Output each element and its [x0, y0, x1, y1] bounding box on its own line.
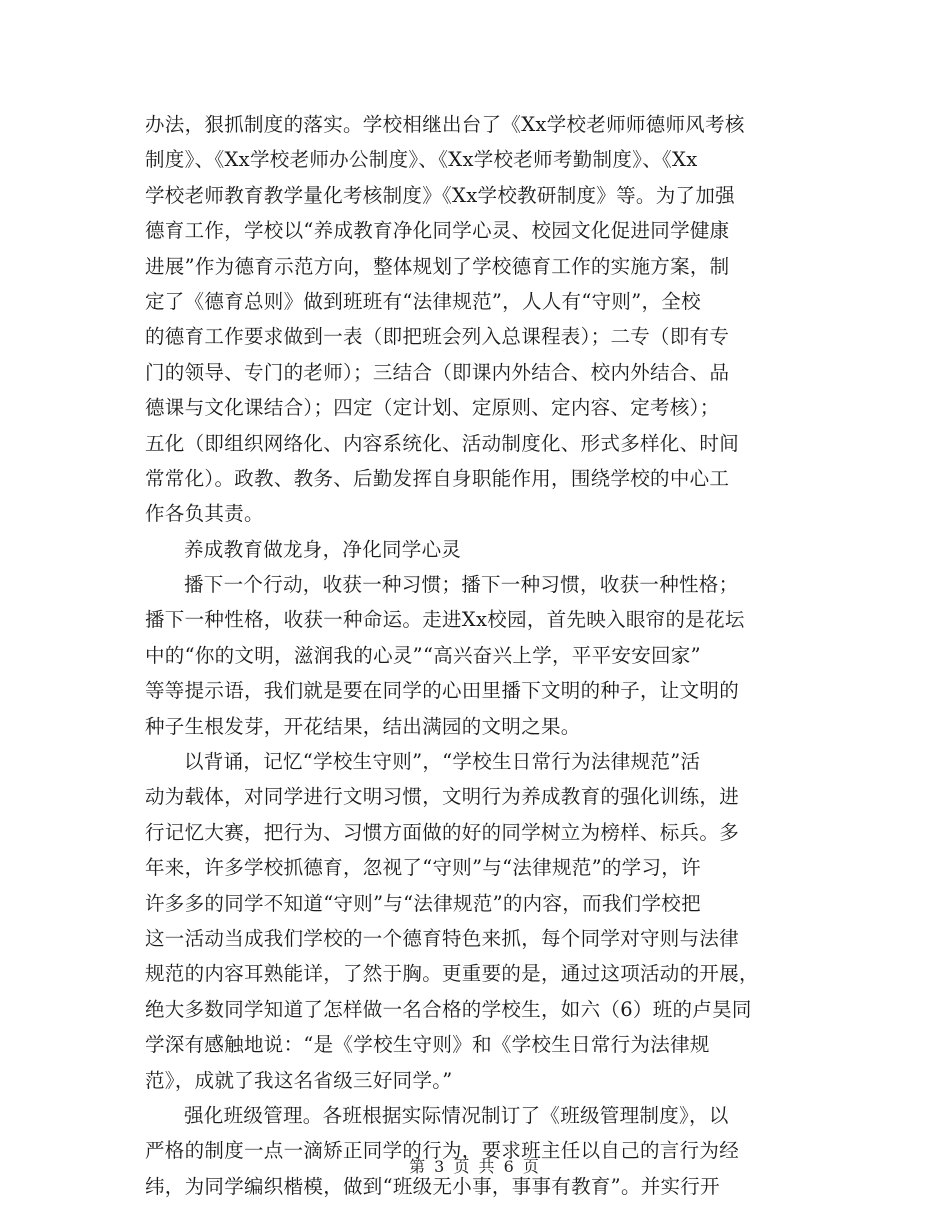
text-line: 门的领导、专门的老师）；三结合（即课内外结合、校内外结合、品 [145, 360, 730, 384]
text-line: 的德育工作要求做到一表（即把班会列入总课程表）；二专（即有专 [145, 325, 730, 349]
text-line: 作各负其责。 [145, 502, 264, 526]
text-line: 许多多的同学不知道“守则”与“法律规范”的内容，而我们学校把 [145, 891, 701, 915]
text-line: 种子生根发芽，开花结果，结出满园的文明之果。 [145, 714, 581, 738]
text-line: 等等提示语，我们就是要在同学的心田里播下文明的种子，让文明的 [145, 679, 740, 703]
text-line: 播下一种性格，收获一种命运。走进Xx校园，首先映入眼帘的是花坛 [145, 608, 745, 632]
text-line: 以背诵，记忆“学校生守则”，“学校生日常行为法律规范”活 [184, 750, 701, 774]
text-line: 范》，成就了我这名省级三好同学。” [145, 1068, 453, 1092]
text-line: 规范的内容耳熟能详，了然于胸。更重要的是，通过这项活动的开展， [145, 962, 759, 986]
text-line: 德育工作，学校以“养成教育净化同学心灵、校园文化促进同学健康 [145, 219, 730, 243]
text-line: 年来，许多学校抓德育，忽视了“守则”与“法律规范”的学习，许 [145, 856, 701, 880]
text-line: 常常化）。政教、教务、后勤发挥自身职能作用，围绕学校的中心工 [145, 466, 730, 490]
text-line: 五化（即组织网络化、内容系统化、活动制度化、形式多样化、时间 [145, 431, 740, 455]
page-footer: 第 3 页 共 6 页 [409, 1157, 541, 1176]
text-line: 制度》、《Xx学校老师办公制度》、《Xx学校老师考勤制度》、《Xx [145, 148, 698, 172]
text-line: 中的“你的文明，滋润我的心灵”“高兴奋兴上学，平平安安回家” [145, 643, 701, 667]
text-line: 动为载体，对同学进行文明习惯，文明行为养成教育的强化训练，进 [145, 785, 740, 809]
text-line: 学深有感触地说：“是《学校生守则》和《学校生日常行为法律规 [145, 1033, 710, 1057]
text-line: 办法，狠抓制度的落实。学校相继出台了《Xx学校老师师德师风考核 [145, 113, 745, 136]
text-line: 学校老师教育教学量化考核制度》《Xx学校教研制度》等。为了加强 [145, 183, 735, 207]
document-body [145, 107, 809, 1204]
text-line: 绝大多数同学知道了怎样做一名合格的学校生，如六（6）班的卢昊同 [145, 997, 752, 1021]
text-line: 定了《德育总则》做到班班有“法律规范”，人人有“守则”，全校 [145, 289, 701, 313]
text-line: 这一活动当成我们学校的一个德育特色来抓，每个同学对守则与法律 [145, 926, 740, 950]
text-line: 进展”作为德育示范方向，整体规划了学校德育工作的实施方案，制 [145, 254, 730, 278]
text-line: 强化班级管理。各班根据实际情况制订了《班级管理制度》，以 [184, 1103, 729, 1127]
section-heading: 养成教育做龙身，净化同学心灵 [184, 537, 462, 561]
text-line: 播下一个行动，收获一种习惯；播下一种习惯，收获一种性格； [184, 573, 739, 597]
text-line: 纬，为同学编织楷模，做到“班级无小事，事事有教育”。并实行开 [145, 1174, 720, 1198]
text-line: 德课与文化课结合）；四定（定计划、定原则、定内容、定考核）； [145, 396, 720, 420]
text-line: 严格的制度一点一滴矫正同学的行为，要求班主任以自己的言行为经 [145, 1139, 740, 1163]
text-line: 行记忆大赛，把行为、习惯方面做的好的同学树立为榜样、标兵。多 [145, 820, 740, 844]
